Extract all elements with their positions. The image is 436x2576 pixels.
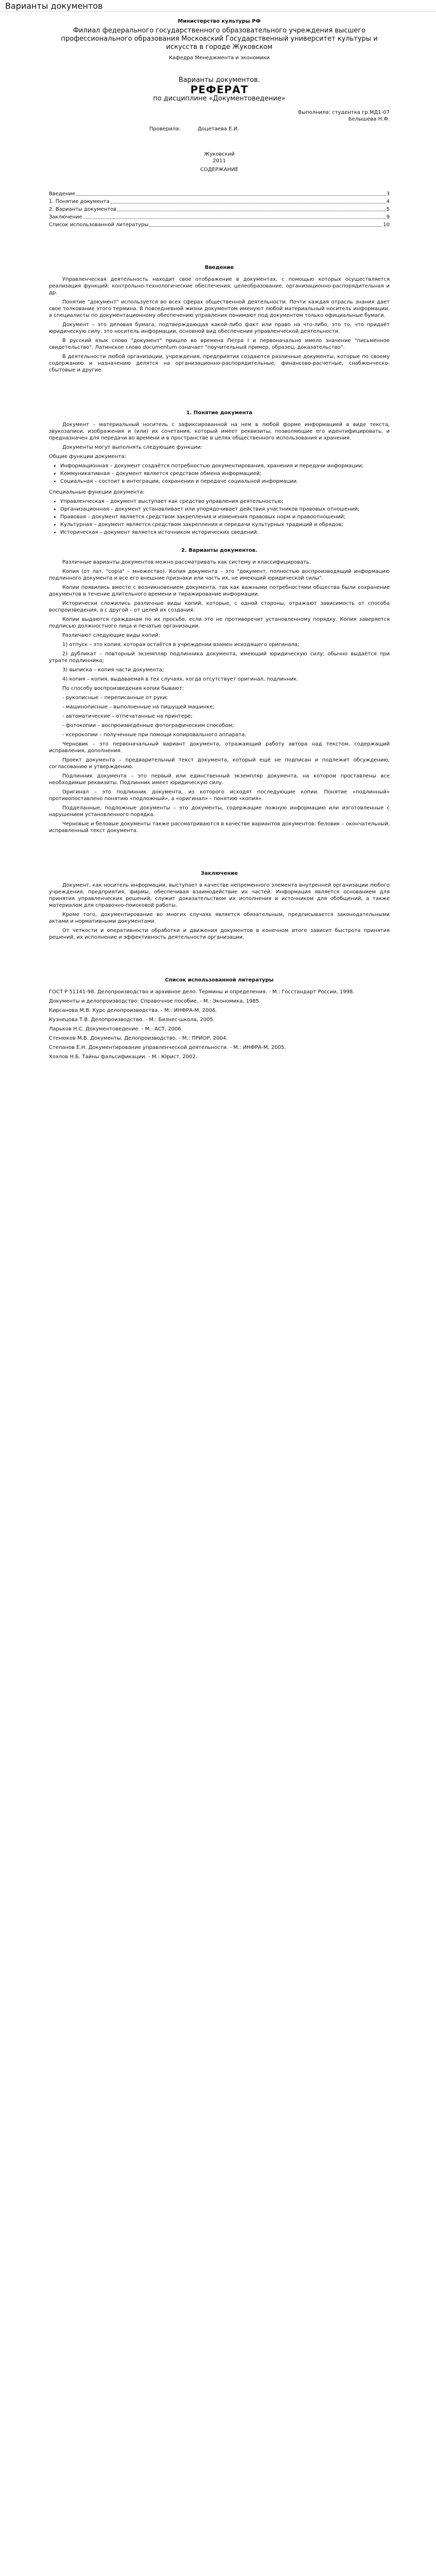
paragraph: По способу воспроизведения копии бывают: xyxy=(62,686,184,691)
paragraph: Черновые и беловые документы также рассматриваются в качестве вариантов документов: беловик – окончательный, исправленный текст документа. xyxy=(49,821,390,834)
paragraph: Различные варианты документов можно рассматривать как систему и классифицировать. xyxy=(62,560,311,565)
literature-item: Хохлов Н.Б. Тайны фальсификации. - М.: Юрист, 2002. xyxy=(49,1054,198,1060)
topic-heading: Варианты документов. xyxy=(178,76,260,84)
city: Жуковский xyxy=(204,151,235,157)
paragraph: - рукописные – переписанные от руки; xyxy=(62,695,168,701)
university-name: Филиал федерального государственного образовательного учреждения высшего профессионального образования Московский Государственный университет культуры и искусств в городе Жуковском xyxy=(61,27,378,51)
section-title: 1. Понятие документа xyxy=(186,410,253,416)
paragraph: - автоматические – отпечатанные на принтере; xyxy=(62,714,193,719)
checked-by xyxy=(149,126,390,132)
paragraph: Исторически сложились различные виды копий, которые, с одной стороны, отражают зависимость от способа воспроизведения, а с другой – от целей их создания. xyxy=(49,601,390,613)
list-item: • Управленческая – документ выступает как средство управления деятельностью; xyxy=(60,498,390,505)
paragraph: - фотокопии – воспроизведённые фотографическим способом; xyxy=(62,723,234,728)
work-type-heading: РЕФЕРАТ xyxy=(190,83,249,96)
literature-item: Ларьков Н.С. Документоведение. - М.: АСТ, 2006. xyxy=(49,1026,183,1032)
literature-section xyxy=(49,977,390,1060)
paragraph: Управленческая деятельность находит свое отображение в документах, с помощью которых осуществляется реализация функций: контрольно-технологические обеспечения, целеобразование, организационно-распорядительная и др. xyxy=(49,277,390,296)
list-item: • Социальная – состоит в интеграции, сохранении и передаче социальной информации. xyxy=(60,478,390,485)
section-title: Список использованной литературы xyxy=(165,977,274,983)
page-title: Варианты документов xyxy=(0,0,436,12)
checked-label: Проверила: xyxy=(149,126,181,132)
paragraph: Документ, как носитель информации, выступает в качестве непременного элемента внутренней организации любого учреждения, предприятия, фирмы, обеспечивая взаимодействие их частей. Информация является основанием для принятия управленческих решений, служит доказательством их исполнения и источником для обобщений, а также материалом для справочно-поисковой работы. xyxy=(49,883,390,908)
paragraph: - ксерокопии – полученные при помощи копировального аппарата. xyxy=(62,732,247,738)
toc-title: СОДЕРЖАНИЕ xyxy=(200,167,238,173)
literature-item: ГОСТ Р 51141-98. Делопроизводство и архивное дело. Термины и определения. - М.: Госстандарт России, 1998. xyxy=(49,989,355,995)
list-item: • Правовая – документ является средством закрепления и изменения правовых норм и правоотношений; xyxy=(60,514,390,520)
literature-item: Кузнецова Т.В. Делопроизводство. - М.: Бизнес-школа, 2005. xyxy=(49,1017,215,1023)
paragraph: Проект документа – предварительный текст документа, который ещё не подписан и подлежит обсуждению, согласованию и утверждению. xyxy=(49,757,390,770)
paragraph: От четкости и оперативности обработки и движения документов в конечном итоге зависит быстрота принятия решений, их исполнение и эффективность деятельности организации. xyxy=(49,928,390,940)
toc-item[interactable]: Заключение 9 xyxy=(49,214,390,220)
paragraph: Черновик – это первоначальный вариант документа, отражающий работу автора над текстом, содержащий исправления, дополнения. xyxy=(49,741,390,754)
teacher-name: Доцетаева Е.И. xyxy=(197,126,239,132)
conclusion-section xyxy=(49,870,390,941)
section-concept xyxy=(49,410,390,536)
list-item: • Историческая – документ является источником исторических сведений. xyxy=(60,529,390,536)
author-block xyxy=(49,109,390,132)
literature-item: Документы и делопроизводство: Справочное пособие. - М.: Экономика, 1985. xyxy=(49,998,261,1004)
toc-item[interactable]: 1. Понятие документа 4 xyxy=(49,199,390,205)
list-item: • Информационная – документ создаётся потребностью документирования, хранения и передачи информации; xyxy=(60,463,390,469)
paragraph: Оригинал – это подлинник документа, из которого исходят последующие копии. Понятие «подлинный» противопоставлено понятию «подложный», а «оригинал» – понятию «копия». xyxy=(49,789,390,802)
list-item: • Коммуникативная – документ является средством обмена информацией; xyxy=(60,470,390,477)
section-title: Введение xyxy=(204,265,234,270)
list-label: Общие функции документа: xyxy=(49,454,126,460)
discipline-heading: по дисциплине «Документоведение» xyxy=(153,95,286,103)
paragraph: 1) отпуск – это копия, которая остаётся в учреждении взамен исходящего оригинала; xyxy=(62,642,300,648)
paragraph: В русский язык слово "документ" пришло во времена Петра I и первоначально имело значение "письменное свидетельство". Латинское слово documentum означает "поучительный пример, образец, доказательство". xyxy=(49,338,390,350)
paragraph: 2) дубликат – повторный экземпляр подлинника документа, имеющий юридическую силу; обычно выдаётся при утрате подлинника; xyxy=(49,651,390,664)
section-title: Заключение xyxy=(200,871,238,876)
performed-by: Выполнила: студентка гр.МД1-07 xyxy=(298,110,390,115)
paragraph: 3) выписка – копия части документа; xyxy=(62,667,164,673)
paragraph: В деятельности любой организации, учреждения, предприятия создаются различные документы, которые по своему содержанию и назначению делятся на организационно-распорядительные, финансово-расчетные, снабженческо-сбытовые и другие. xyxy=(49,354,390,373)
paragraph: Копии появились вместе с возникновением документа, так как важными потребностями общества были сохранение документов в течение длительного времени и тиражирование информации. xyxy=(49,585,390,597)
paragraph: Подделанные, подложные документы – это документы, содержащие ложную информацию или изготовленные с нарушением установленного порядка. xyxy=(49,805,390,818)
literature-item: Стенюков М.В. Документы. Делопроизводство. - М.: ПРИОР, 2004. xyxy=(49,1036,228,1041)
paragraph: Различают следующие виды копий: xyxy=(62,633,160,638)
student-name: Белышева Н.Ф. xyxy=(348,116,390,122)
paragraph: Понятие "документ" используется во всех сферах общественной деятельности. Почти каждая отрасль знания дает свое толкование этого термина. В повседневной жизни документом именуют любой материальный носитель информации, а специалисты по документационному обеспечению управления понимают под документом только официальные бумаги. xyxy=(49,299,390,318)
toc-item[interactable]: Список использованной литературы 10 xyxy=(49,222,390,228)
toc-item[interactable]: 2. Варианты документов 5 xyxy=(49,207,390,212)
list-label: Специальные функции документа: xyxy=(49,489,145,495)
intro-section xyxy=(49,264,390,374)
toc-item[interactable]: Введение 3 xyxy=(49,191,390,197)
special-functions-list xyxy=(49,498,390,536)
paragraph: Документ – это деловая бумага, подтверждающая какой-либо факт или право на что-либо, это то, что придаёт юридическую силу, это носитель информации, основной вид обеспечения управленческой деятельности. xyxy=(49,322,390,334)
paragraph: - машинописные – выполненные на пишущей машинке; xyxy=(62,704,215,710)
paragraph: 4) копия – копия, выдаваемая в тех случаях, когда отсутствует оригинал, подлинник. xyxy=(62,676,299,682)
year: 2011 xyxy=(213,158,226,164)
literature-item: Кирсанова М.В. Курс делопроизводства. - М.: ИНФРА-М, 2006. xyxy=(49,1008,217,1013)
general-functions-list xyxy=(49,463,390,485)
paragraph: Документы могут выполнять следующие функции: xyxy=(62,445,202,450)
paragraph: Кроме того, документирование во многих случаях является обязательным, предписывается законодательными актами и нормативными документами. xyxy=(49,912,390,924)
document-body xyxy=(0,12,436,1073)
paragraph: Копии выдаются гражданам по их просьбе, если это не противоречит установленному порядку. Копия заверяется подписью должностного лица и печатью организации. xyxy=(49,617,390,629)
table-of-contents xyxy=(49,191,390,228)
section-variants xyxy=(49,547,390,834)
paragraph: Подлинник документа – это первый или единственный экземпляр документа, на котором проставлены все необходимые реквизиты. Подлинник имеет юридическую силу. xyxy=(49,773,390,786)
literature-item: Степанов Е.Н. Документирование управленческой деятельности. - М.: ИНФРА-М, 2005. xyxy=(49,1045,286,1050)
list-item: • Культурная – документ является средством закрепления и передачи культурных традиций и обрядов; xyxy=(60,521,390,528)
department-name: Кафедра Менеджмента и экономики xyxy=(169,55,270,61)
section-title: 2. Варианты документов. xyxy=(181,548,257,553)
paragraph: Копия (от лат. "copia" – множество). Копия документа – это "документ, полностью воспроизводящий информацию подлинного документа и все его внешние признаки или часть их, не имеющий юридической силы". xyxy=(49,569,390,581)
paragraph: Документ – материальный носитель с зафиксированной на нем в любой форме информацией в виде текста, звукозаписи, изображения и (или) их сочетания, который имеет реквизиты, позволяющие его идентифицировать, и предназначен для передачи во времени и в пространстве в целях общественного использования и хранения. xyxy=(49,422,390,441)
ministry-name: Министерство культуры РФ xyxy=(178,19,261,24)
list-item: • Организационная – документ устанавливает или упорядочивает действия участников правовых отношений; xyxy=(60,506,390,513)
